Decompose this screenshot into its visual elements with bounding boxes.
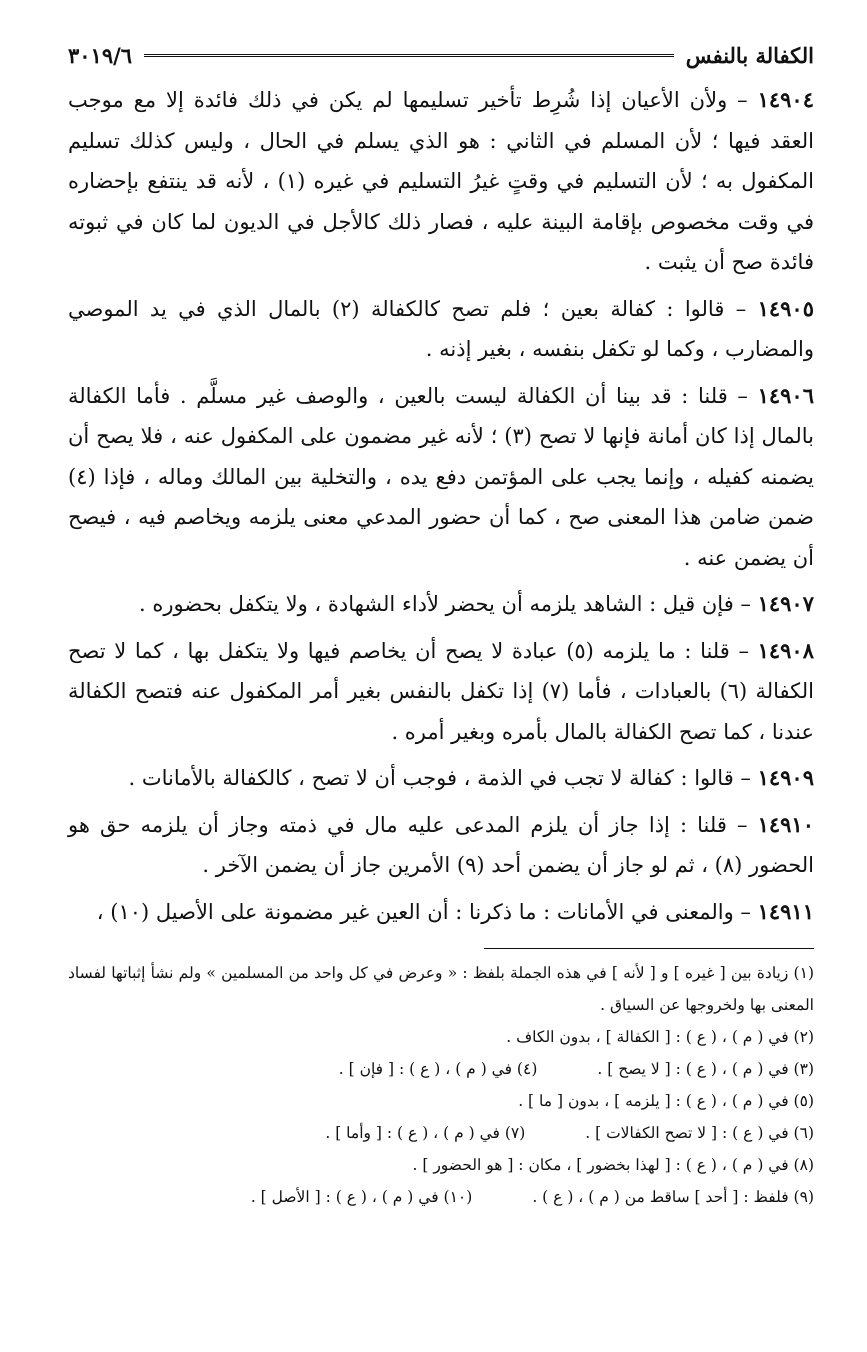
footnote-row — [68, 1117, 814, 1149]
footnote-1: (١) زيادة بين [ غيره ] و [ لأنه ] في هذه الجملة بلفظ : « وعرض في كل واحد من المسلمين » ولم نشأ إثباتها لفساد المعنى بها ولخروجها عن السياق . — [68, 964, 814, 1014]
footnote-9: (٩) فلفظ : [ أحد ] ساقط من ( م ) ، ( ع ) . — [532, 1188, 814, 1206]
footnote-separator — [484, 948, 814, 949]
paragraph-text: – قالوا : كفالة لا تجب في الذمة ، فوجب أن لا تصح ، كالكفالة بالأمانات . — [128, 766, 758, 790]
paragraph-14911 — [68, 892, 814, 933]
paragraph-number: ١٤٩٠٦ — [757, 382, 814, 408]
paragraph-text: – قلنا : قد بينا أن الكفالة ليست بالعين ، والوصف غير مسلَّم . فأما الكفالة بالمال إذا كان أمانة فإنها لا تصح (٣) ؛ لأنه غير مضمون على المكفول عنه ، فلا يصح أن يضمنه كفيله ، وإنما يجب على المؤتمن دفع يده ، والتخلية بين المالك وماله ، فإذا (٤) ضمن ضامن هذا المعنى صح ، كما أن حضور المدعي معنى يلزمه ويخاصم فيه ، فيصح أن يضمن عنه . — [68, 383, 814, 570]
paragraph-14908 — [68, 631, 814, 753]
paragraph-number: ١٤٩١١ — [757, 898, 814, 924]
paragraph-number: ١٤٩٠٧ — [757, 591, 814, 616]
paragraph-14907 — [68, 584, 814, 625]
paragraph-number: ١٤٩٠٥ — [757, 295, 814, 321]
paragraph-number: ١٤٩٠٨ — [757, 637, 814, 663]
footnote-5: (٥) في ( م ) ، ( ع ) : [ يلزمه ] ، بدون [ ما ] . — [518, 1092, 814, 1110]
footnote-7: (٧) في ( م ) ، ( ع ) : [ وأما ] . — [325, 1124, 526, 1142]
footnotes — [68, 957, 814, 1213]
paragraph-14910 — [68, 805, 814, 886]
footnote-row — [68, 1053, 814, 1085]
paragraph-14904 — [68, 80, 814, 283]
page-header — [68, 30, 814, 80]
page-number: ٣٠١٩/٦ — [68, 42, 133, 68]
paragraph-text: – والمعنى في الأمانات : ما ذكرنا : أن العين غير مضمونة على الأصيل (١٠) ، — [96, 899, 758, 924]
paragraph-text: – فإن قيل : الشاهد يلزمه أن يحضر لأداء الشهادة ، ولا يتكفل بحضوره . — [139, 592, 758, 616]
paragraph-text: – قلنا : إذا جاز أن يلزم المدعى عليه مال في ذمته وجاز أن يلزمه حق هو الحضور (٨) ، ثم لو جاز أن يضمن أحد (٩) الأمرين جاز أن يضمن الآخر . — [68, 812, 814, 877]
main-text — [68, 80, 814, 932]
footnote-8: (٨) في ( م ) ، ( ع ) : [ لهذا بخضور ] ، مكان : [ هو الحضور ] . — [412, 1156, 814, 1174]
footnote-10: (١٠) في ( م ) ، ( ع ) : [ الأصل ] . — [250, 1188, 473, 1206]
paragraph-14909 — [68, 758, 814, 799]
footnote-row — [68, 1181, 814, 1213]
running-title: الكفالة بالنفس — [685, 42, 814, 68]
footnote-4: (٤) في ( م ) ، ( ع ) : [ فإن ] . — [338, 1060, 538, 1078]
paragraph-number: ١٤٩٠٩ — [757, 765, 814, 790]
paragraph-number: ١٤٩١٠ — [757, 811, 814, 837]
paragraph-14905 — [68, 289, 814, 370]
paragraph-number: ١٤٩٠٤ — [757, 87, 814, 112]
footnote-3: (٣) في ( م ) ، ( ع ) : [ لا يصح ] . — [597, 1060, 814, 1078]
paragraph-text: – قالوا : كفالة بعين ؛ فلم تصح كالكفالة (٢) بالمال الذي في يد الموصي والمضارب ، وكما لو تكفل بنفسه ، بغير إذنه . — [68, 296, 814, 361]
header-rule — [144, 54, 674, 57]
paragraph-text: – قلنا : ما يلزمه (٥) عبادة لا يصح أن يخاصم فيها ولا يتكفل بها ، كما لا تصح الكفالة (٦) بالعبادات ، فأما (٧) إذا تكفل بالنفس بغير أمر المكفول عنه فتصح الكفالة عندنا ، كما تصح الكفالة بالمال بأمره وبغير أمره . — [68, 638, 814, 744]
document-page — [68, 30, 814, 1213]
footnote-6: (٦) في ( ع ) : [ لا تصح الكفالات ] . — [585, 1124, 814, 1142]
paragraph-text: – ولأن الأعيان إذا شُرِط تأخير تسليمها لم يكن في ذلك فائدة إلا مع موجب العقد فيها ؛ لأن المسلم في الثاني : هو الذي يسلم في الحال ، وليس كذلك تسليم المكفول به ؛ لأن التسليم في وقتٍ غيرُ التسليم في غيره (١) ، لأنه قد ينتفع بإحضاره في وقت مخصوص بإقامة البينة عليه ، فصار ذلك كالأجل في الديون لما كان في ثبوته فائدة صح أن يثبت . — [68, 88, 814, 274]
footnote-2: (٢) في ( م ) ، ( ع ) : [ الكفالة ] ، بدون الكاف . — [506, 1028, 814, 1046]
paragraph-14906 — [68, 376, 814, 579]
